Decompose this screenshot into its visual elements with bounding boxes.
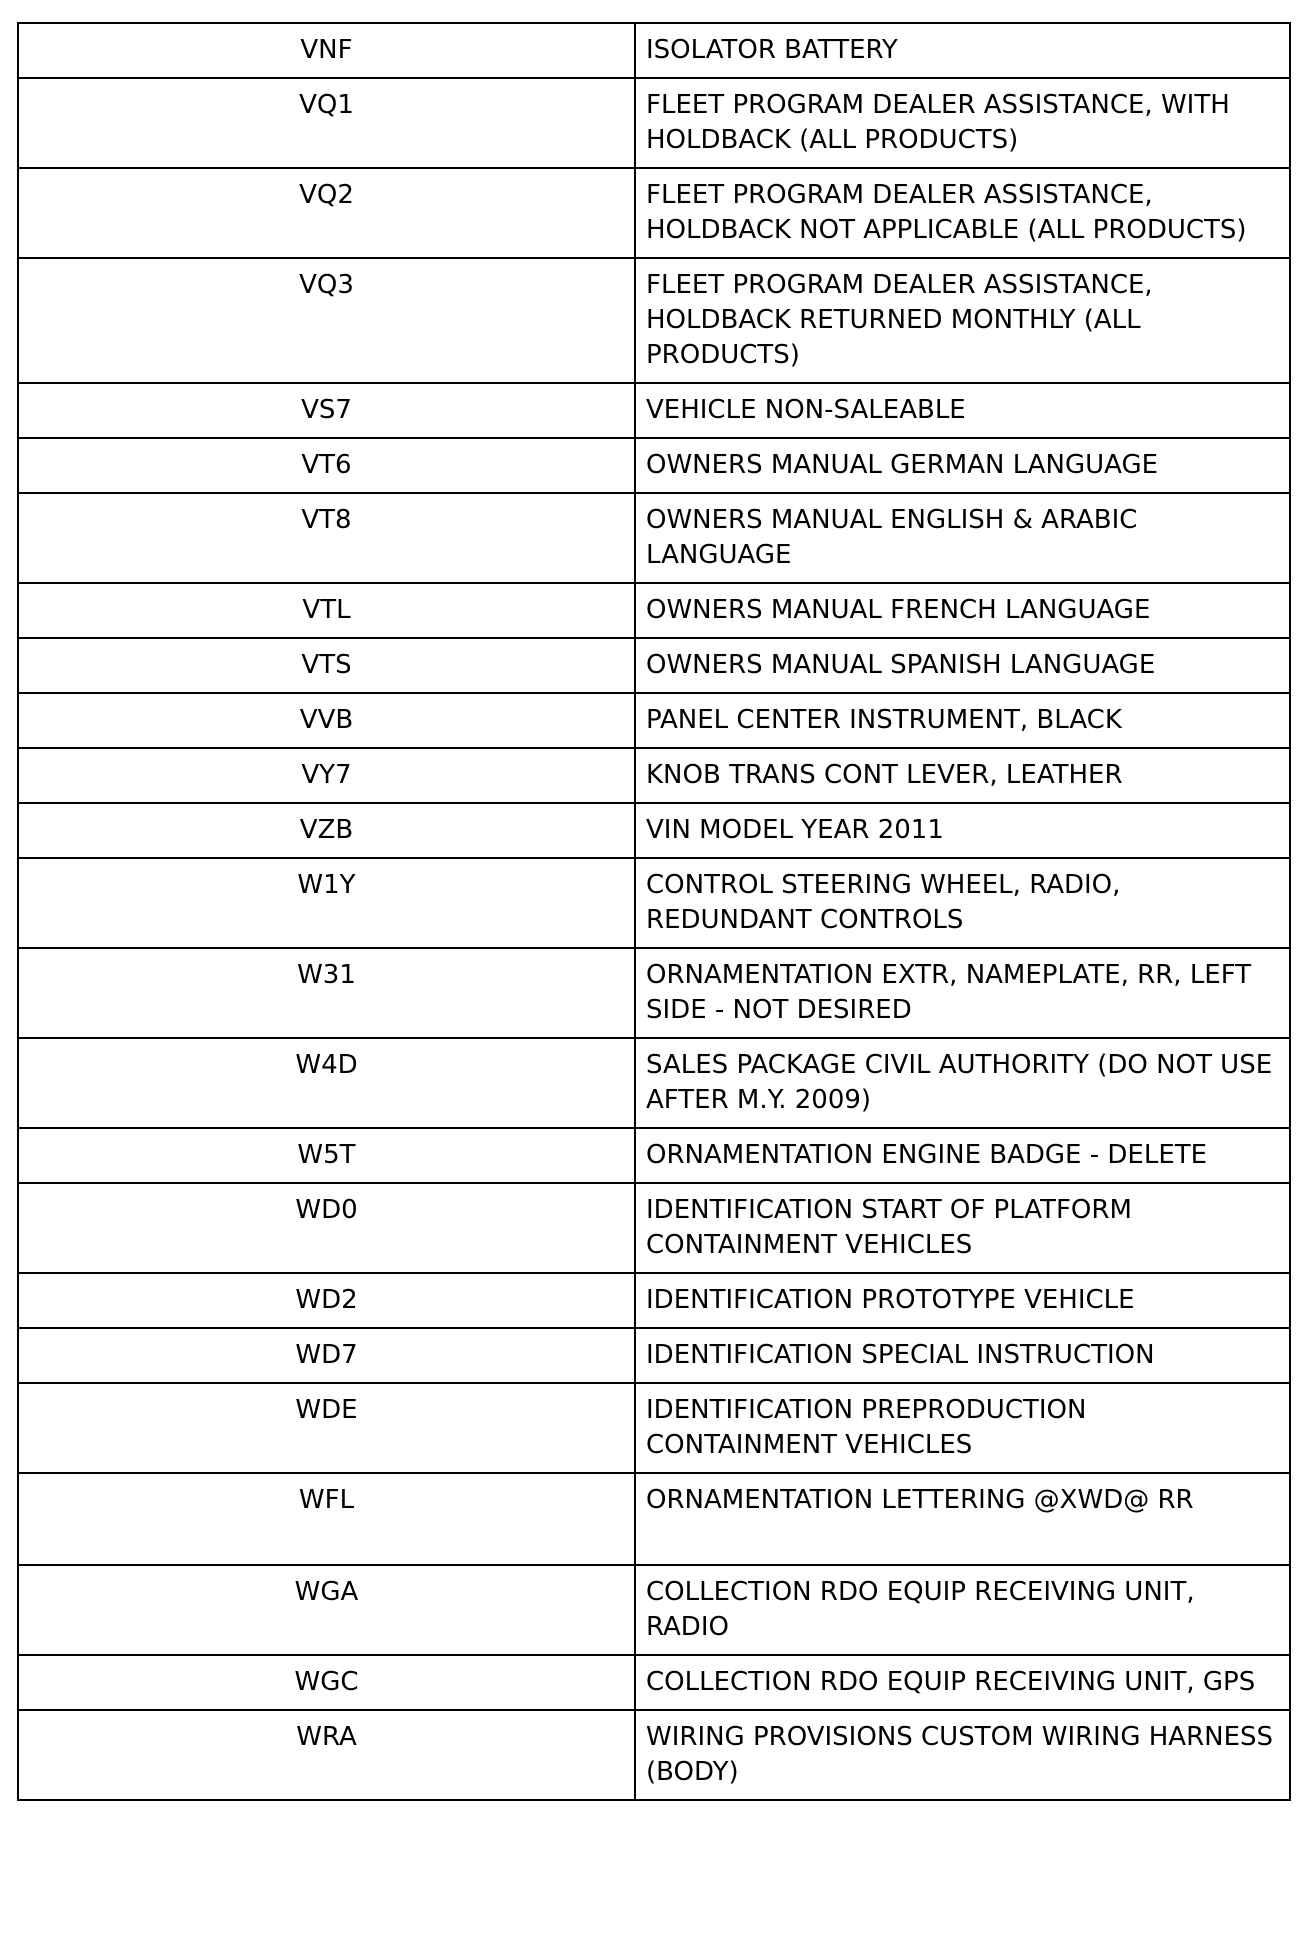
- table-row: [18, 858, 1290, 948]
- option-description-cell: COLLECTION RDO EQUIP RECEIVING UNIT, RADIO: [635, 1565, 1290, 1655]
- option-description-cell: IDENTIFICATION PROTOTYPE VEHICLE: [635, 1273, 1290, 1328]
- option-code-cell: VZB: [18, 803, 635, 858]
- table-row: [18, 1383, 1290, 1473]
- option-code-cell: VQ3: [18, 258, 635, 383]
- option-code-cell: VT8: [18, 493, 635, 583]
- option-description-cell: OWNERS MANUAL FRENCH LANGUAGE: [635, 583, 1290, 638]
- table-row: [18, 748, 1290, 803]
- table-row: [18, 1565, 1290, 1655]
- option-description-cell: CONTROL STEERING WHEEL, RADIO, REDUNDANT CONTROLS: [635, 858, 1290, 948]
- option-code-cell: W31: [18, 948, 635, 1038]
- option-description-cell: KNOB TRANS CONT LEVER, LEATHER: [635, 748, 1290, 803]
- table-row: [18, 1710, 1290, 1800]
- table-row: [18, 1183, 1290, 1273]
- option-description-cell: ISOLATOR BATTERY: [635, 23, 1290, 78]
- option-code-cell: VQ1: [18, 78, 635, 168]
- option-code-cell: VT6: [18, 438, 635, 493]
- table-row: [18, 948, 1290, 1038]
- option-code-cell: VS7: [18, 383, 635, 438]
- option-code-cell: W4D: [18, 1038, 635, 1128]
- option-description-cell: ORNAMENTATION ENGINE BADGE - DELETE: [635, 1128, 1290, 1183]
- option-description-cell: OWNERS MANUAL ENGLISH & ARABIC LANGUAGE: [635, 493, 1290, 583]
- option-description-cell: VIN MODEL YEAR 2011: [635, 803, 1290, 858]
- option-code-cell: WDE: [18, 1383, 635, 1473]
- table-row: [18, 23, 1290, 78]
- option-description-cell: ORNAMENTATION LETTERING @XWD@ RR: [635, 1473, 1290, 1565]
- option-code-table-body: [18, 23, 1290, 1800]
- option-code-cell: VTS: [18, 638, 635, 693]
- option-code-cell: VQ2: [18, 168, 635, 258]
- option-description-cell: IDENTIFICATION START OF PLATFORM CONTAINMENT VEHICLES: [635, 1183, 1290, 1273]
- option-code-cell: WD2: [18, 1273, 635, 1328]
- table-row: [18, 383, 1290, 438]
- option-code-cell: VVB: [18, 693, 635, 748]
- option-code-cell: WFL: [18, 1473, 635, 1565]
- option-code-cell: W5T: [18, 1128, 635, 1183]
- option-description-cell: FLEET PROGRAM DEALER ASSISTANCE, HOLDBACK NOT APPLICABLE (ALL PRODUCTS): [635, 168, 1290, 258]
- table-row: [18, 1273, 1290, 1328]
- option-description-cell: PANEL CENTER INSTRUMENT, BLACK: [635, 693, 1290, 748]
- option-description-cell: COLLECTION RDO EQUIP RECEIVING UNIT, GPS: [635, 1655, 1290, 1710]
- table-row: [18, 693, 1290, 748]
- option-description-cell: OWNERS MANUAL SPANISH LANGUAGE: [635, 638, 1290, 693]
- option-code-cell: VTL: [18, 583, 635, 638]
- option-description-cell: WIRING PROVISIONS CUSTOM WIRING HARNESS (BODY): [635, 1710, 1290, 1800]
- option-code-cell: WGC: [18, 1655, 635, 1710]
- option-code-cell: VY7: [18, 748, 635, 803]
- option-code-cell: W1Y: [18, 858, 635, 948]
- table-row: [18, 1128, 1290, 1183]
- option-description-cell: FLEET PROGRAM DEALER ASSISTANCE, WITH HOLDBACK (ALL PRODUCTS): [635, 78, 1290, 168]
- option-code-cell: WGA: [18, 1565, 635, 1655]
- table-row: [18, 1655, 1290, 1710]
- option-code-cell: VNF: [18, 23, 635, 78]
- option-description-cell: OWNERS MANUAL GERMAN LANGUAGE: [635, 438, 1290, 493]
- table-row: [18, 1038, 1290, 1128]
- option-description-cell: SALES PACKAGE CIVIL AUTHORITY (DO NOT USE AFTER M.Y. 2009): [635, 1038, 1290, 1128]
- table-row: [18, 583, 1290, 638]
- option-code-cell: WRA: [18, 1710, 635, 1800]
- table-row: [18, 493, 1290, 583]
- option-code-cell: WD7: [18, 1328, 635, 1383]
- table-row: [18, 258, 1290, 383]
- option-description-cell: ORNAMENTATION EXTR, NAMEPLATE, RR, LEFT SIDE - NOT DESIRED: [635, 948, 1290, 1038]
- table-row: [18, 638, 1290, 693]
- option-code-cell: WD0: [18, 1183, 635, 1273]
- option-description-cell: FLEET PROGRAM DEALER ASSISTANCE, HOLDBACK RETURNED MONTHLY (ALL PRODUCTS): [635, 258, 1290, 383]
- option-code-table: [17, 22, 1291, 1801]
- table-row: [18, 78, 1290, 168]
- table-row: [18, 803, 1290, 858]
- option-description-cell: VEHICLE NON-SALEABLE: [635, 383, 1290, 438]
- table-row: [18, 168, 1290, 258]
- option-description-cell: IDENTIFICATION PREPRODUCTION CONTAINMENT VEHICLES: [635, 1383, 1290, 1473]
- table-row: [18, 438, 1290, 493]
- table-row: [18, 1328, 1290, 1383]
- table-row: [18, 1473, 1290, 1565]
- option-description-cell: IDENTIFICATION SPECIAL INSTRUCTION: [635, 1328, 1290, 1383]
